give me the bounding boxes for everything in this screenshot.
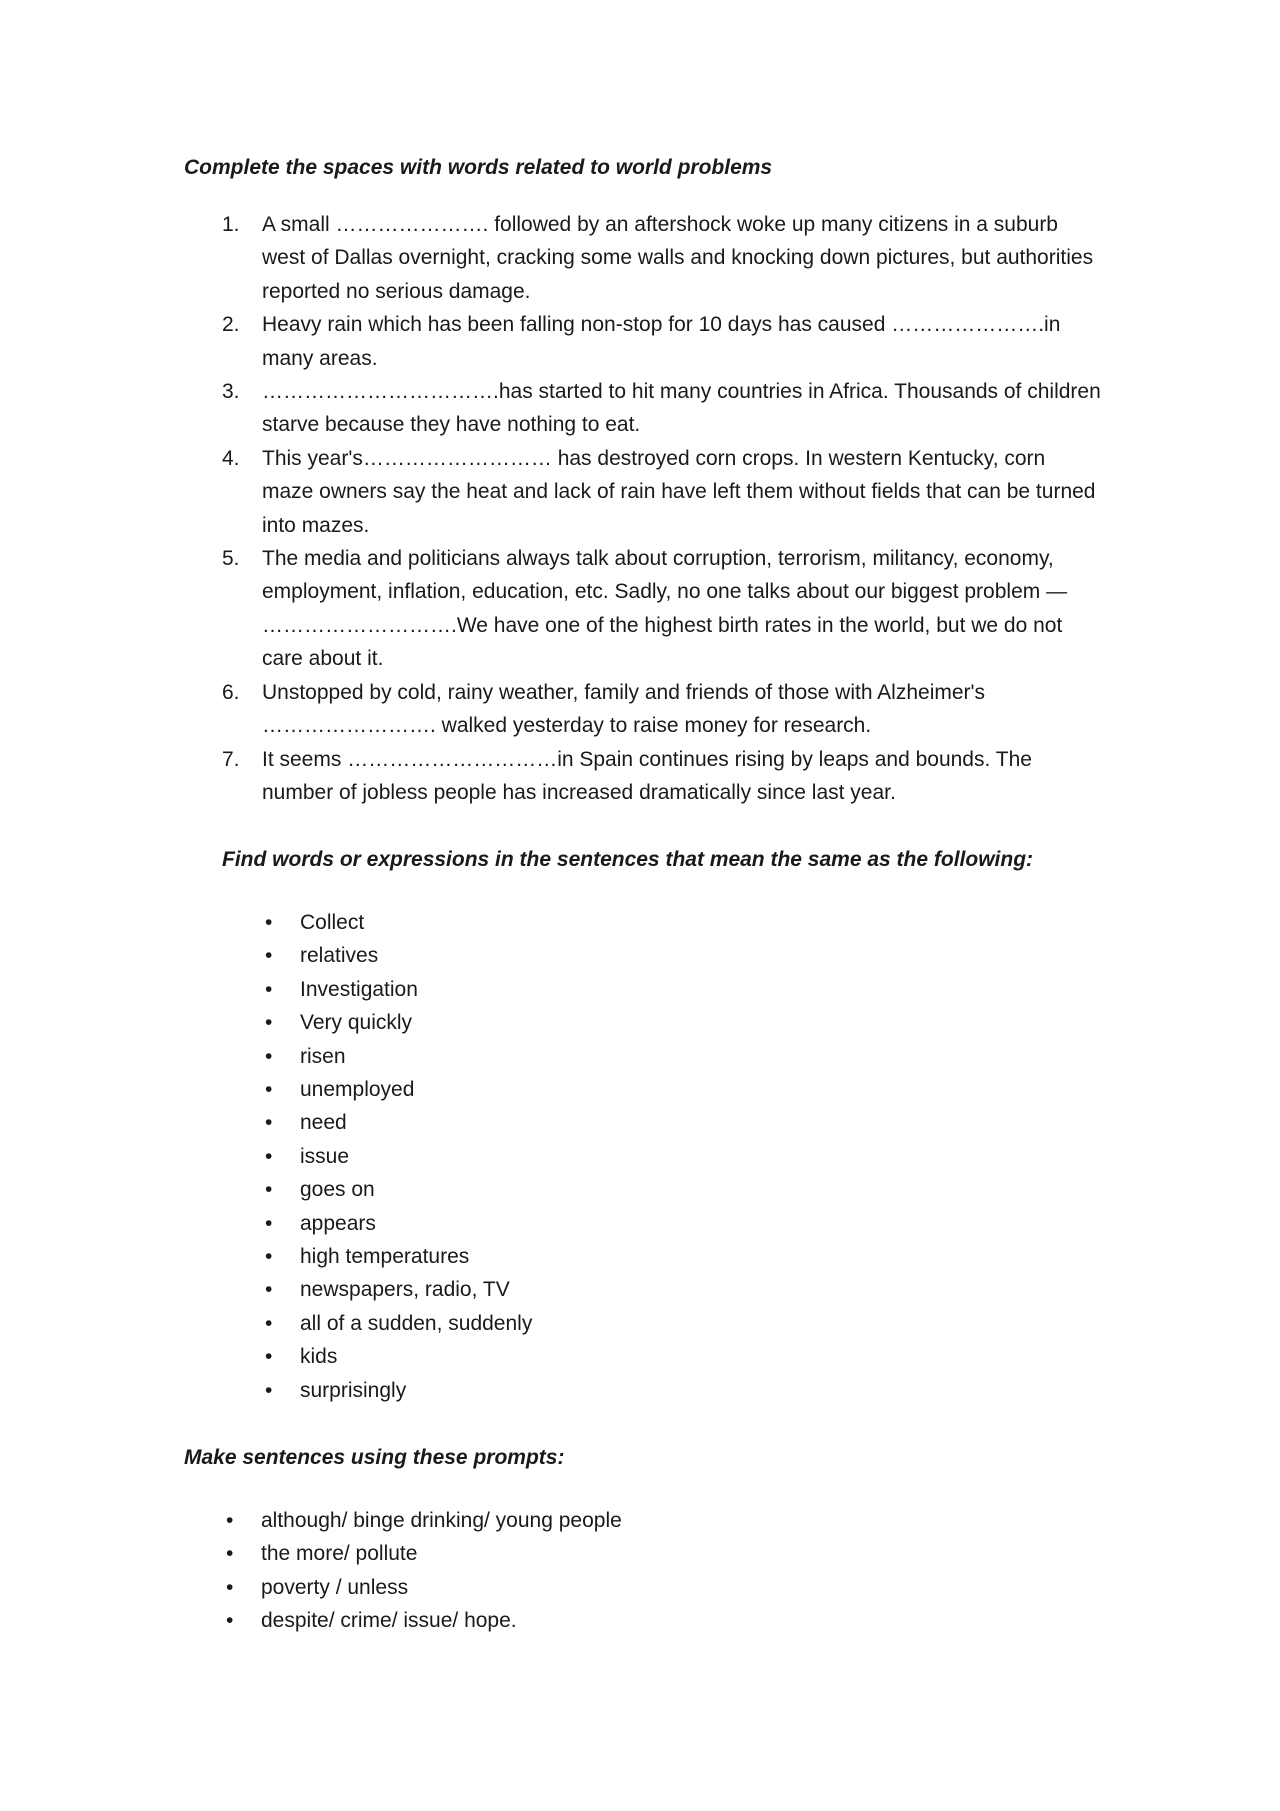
list-item — [222, 1604, 622, 1637]
list-item — [261, 1106, 532, 1139]
exercise-item — [222, 743, 1102, 810]
exercise-item — [222, 208, 1102, 308]
bullet-icon: • — [265, 1378, 273, 1402]
item-text: Investigation — [300, 977, 418, 1001]
item-number: 4. — [222, 446, 240, 470]
item-text: Heavy rain which has been falling non-stop for 10 days has caused ………………….in many areas. — [262, 313, 1061, 370]
item-text: risen — [300, 1044, 346, 1068]
item-text: need — [300, 1111, 347, 1135]
item-number: 2. — [222, 313, 240, 337]
bullet-icon: • — [265, 977, 273, 1001]
exercise-item — [222, 308, 1102, 375]
item-text: Unstopped by cold, rainy weather, family and friends of those with Alzheimer's ……………………. walked yesterday to raise money for research. — [262, 680, 986, 738]
list-item — [261, 906, 532, 939]
bullet-icon: • — [265, 1044, 273, 1068]
bullet-icon: • — [265, 1144, 273, 1168]
item-text: Very quickly — [300, 1011, 413, 1035]
item-text: The media and politicians always talk about corruption, terrorism, militancy, economy, employment, inflation, education, etc. Sadly, no one talks about our biggest problem — ……………………….We have one of the highest birth rates in the world, but we do not care about it. — [262, 547, 1068, 671]
list-item — [261, 1374, 532, 1407]
item-text: kids — [300, 1345, 338, 1369]
item-text: high temperatures — [300, 1245, 470, 1269]
item-number: 6. — [222, 680, 240, 704]
item-text: despite/ crime/ issue/ hope. — [261, 1609, 517, 1633]
item-number: 1. — [222, 213, 240, 236]
bullet-icon: • — [265, 1311, 273, 1335]
item-text: appears — [300, 1211, 376, 1235]
list-item — [222, 1504, 622, 1537]
list-item — [261, 973, 532, 1006]
bullet-icon: • — [265, 1078, 273, 1102]
exercise-item — [222, 676, 1102, 743]
fill-blanks-exercise-list — [222, 208, 1102, 809]
list-item — [261, 1273, 532, 1306]
bullet-icon: • — [226, 1542, 234, 1566]
bullet-icon: • — [265, 1245, 273, 1269]
exercise-item — [222, 542, 1102, 676]
list-item — [222, 1537, 622, 1570]
bullet-icon: • — [265, 911, 273, 934]
prompt-list — [222, 1504, 622, 1638]
item-text: although/ binge drinking/ young people — [261, 1509, 622, 1532]
item-text: This year's……………………… has destroyed corn crops. In western Kentucky, corn maze owners say the heat and lack of rain have left them without fields that can be turned into mazes. — [262, 446, 1096, 537]
list-item — [261, 1307, 532, 1340]
bullet-icon: • — [226, 1509, 234, 1532]
list-item — [261, 1207, 532, 1240]
bullet-icon: • — [226, 1609, 234, 1633]
list-item — [261, 939, 532, 972]
list-item — [261, 1340, 532, 1373]
bullet-icon: • — [265, 1178, 273, 1202]
item-text: It seems …………………………in Spain continues rising by leaps and bounds. The number of jobless people has increased dramatically since last year. — [262, 747, 1032, 804]
exercise-item — [222, 442, 1102, 542]
item-text: issue — [300, 1144, 350, 1168]
list-item — [222, 1571, 622, 1604]
item-number: 7. — [222, 747, 240, 771]
item-text: poverty / unless — [261, 1575, 409, 1599]
item-text: newspapers, radio, TV — [300, 1278, 510, 1302]
section-heading-synonyms: Find words or expressions in the sentences that mean the same as the following: — [222, 848, 1034, 871]
bullet-icon: • — [265, 1345, 273, 1369]
bullet-icon: • — [226, 1575, 234, 1599]
item-number: 5. — [222, 547, 240, 571]
section-heading-fill-blanks: Complete the spaces with words related to world problems — [184, 156, 773, 179]
item-number: 3. — [222, 380, 240, 404]
item-text: all of a sudden, suddenly — [300, 1311, 533, 1335]
item-text: the more/ pollute — [261, 1542, 418, 1566]
bullet-icon: • — [265, 1111, 273, 1135]
section-heading-prompts: Make sentences using these prompts: — [184, 1446, 565, 1469]
synonym-list — [261, 906, 532, 1407]
item-text: goes on — [300, 1178, 375, 1202]
item-text: …………………………….has started to hit many countries in Africa. Thousands of children starve because they have nothing to eat. — [262, 380, 1101, 437]
bullet-icon: • — [265, 1011, 273, 1035]
exercise-item — [222, 375, 1102, 442]
item-text: relatives — [300, 944, 379, 968]
item-text: surprisingly — [300, 1378, 407, 1402]
list-item — [261, 1073, 532, 1106]
bullet-icon: • — [265, 1278, 273, 1302]
bullet-icon: • — [265, 944, 273, 968]
item-text: unemployed — [300, 1078, 415, 1102]
bullet-icon: • — [265, 1211, 273, 1235]
list-item — [261, 1173, 532, 1206]
list-item — [261, 1040, 532, 1073]
item-text: A small …………………. followed by an aftershock woke up many citizens in a suburb west of Dallas overnight, cracking some walls and knocking down pictures, but authorities reported no serious damage. — [262, 213, 1094, 303]
list-item — [261, 1006, 532, 1039]
list-item — [261, 1140, 532, 1173]
item-text: Collect — [300, 911, 365, 934]
list-item — [261, 1240, 532, 1273]
